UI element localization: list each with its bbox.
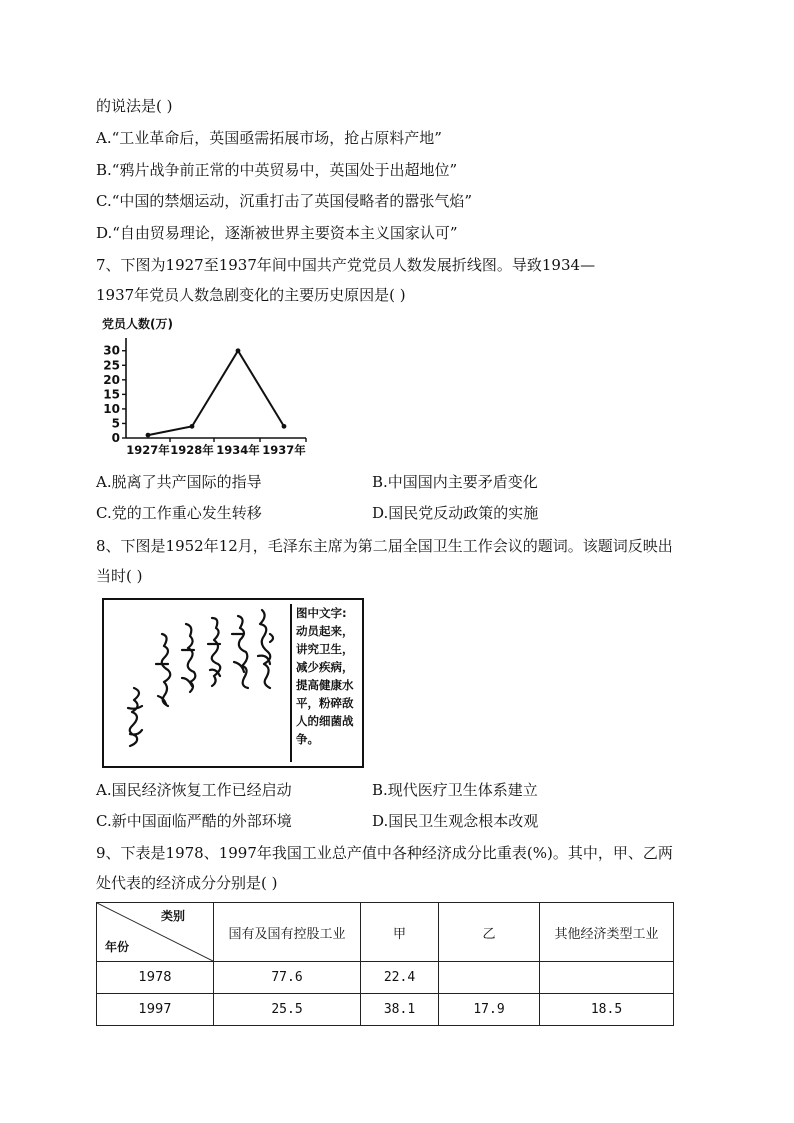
q8-option-c: C.新中国面临严酷的外部环境 xyxy=(96,812,292,830)
table-cell: 77.6 xyxy=(214,962,361,994)
party-membership-line-chart xyxy=(96,312,316,460)
table-cell: 25.5 xyxy=(214,994,361,1026)
table-header-cell: 其他经济类型工业 xyxy=(540,903,674,962)
q7-option-b: B.中国国内主要矛盾变化 xyxy=(372,473,538,491)
calligraphy-figure xyxy=(102,598,364,768)
caption-title: 图中文字: xyxy=(296,606,347,620)
table-cell: 22.4 xyxy=(361,962,439,994)
q7-option-c: C.党的工作重心发生转移 xyxy=(96,504,262,522)
table-cell: 38.1 xyxy=(361,994,439,1026)
q8-stem-line1: 8、下图是1952年12月，毛泽东主席为第二届全国卫生工作会议的题词。该题词反映出 xyxy=(96,537,673,555)
q6-option-a: A.“工业革命后，英国亟需拓展市场，抢占原料产地” xyxy=(96,129,442,147)
q8-stem-line2: 当时( ) xyxy=(96,567,143,585)
data-point xyxy=(236,348,241,353)
calligraphy-caption xyxy=(290,604,360,762)
q8-option-d: D.国民卫生观念根本改观 xyxy=(372,812,539,830)
table-year-cell: 1978 xyxy=(97,962,214,994)
table-row xyxy=(97,994,674,1026)
membership-series-line xyxy=(148,351,284,435)
table-header-row xyxy=(97,903,674,962)
x-tick-label: 1927年 xyxy=(126,443,170,457)
data-point xyxy=(282,424,287,429)
q7-option-a: A.脱离了共产国际的指导 xyxy=(96,473,262,491)
q6-stem-tail: 的说法是( ) xyxy=(96,97,173,115)
y-tick-label: 25 xyxy=(103,358,120,373)
q7-option-d: D.国民党反动政策的实施 xyxy=(372,504,539,522)
x-tick-label: 1928年 xyxy=(170,443,214,457)
calligraphy-inscription-image xyxy=(112,604,288,762)
q6-option-d: D.“自由贸易理论，逐渐被世界主要资本主义国家认可” xyxy=(96,224,458,242)
table-row xyxy=(97,962,674,994)
table-corner-cell xyxy=(97,903,214,962)
chart-title: 党员人数(万) xyxy=(102,317,173,331)
y-tick-label: 5 xyxy=(111,416,120,431)
q8-option-a: A.国民经济恢复工作已经启动 xyxy=(96,781,292,799)
q7-stem-line1: 7、下图为1927至1937年间中国共产党党员人数发展折线图。导致1934— xyxy=(96,256,596,274)
corner-label-category: 类别 xyxy=(160,909,185,923)
corner-label-year: 年份 xyxy=(105,940,130,954)
data-point xyxy=(146,433,151,438)
table-cell: 17.9 xyxy=(439,994,540,1026)
table-cell xyxy=(540,962,674,994)
table-year-cell: 1997 xyxy=(97,994,214,1026)
q6-option-c: C.“中国的禁烟运动，沉重打击了英国侵略者的嚣张气焰” xyxy=(96,192,473,210)
q9-stem-line1: 9、下表是1978、1997年我国工业总产值中各种经济成分比重表(%)。其中，甲、乙两 xyxy=(96,844,673,862)
table-cell: 18.5 xyxy=(540,994,674,1026)
y-tick-label: 30 xyxy=(103,343,120,358)
y-tick-label: 0 xyxy=(111,431,120,445)
x-tick-label: 1937年 xyxy=(262,443,306,457)
table-cell xyxy=(439,962,540,994)
caption-body: 动员起来，讲究卫生，减少疾病，提高健康水平，粉碎敌人的细菌战争。 xyxy=(296,624,354,746)
x-tick-label: 1934年 xyxy=(216,443,260,457)
table-header-cell: 甲 xyxy=(361,903,439,962)
y-tick-label: 15 xyxy=(103,387,120,402)
industry-share-table xyxy=(96,902,674,1026)
q6-option-b: B.“鸦片战争前正常的中英贸易中，英国处于出超地位” xyxy=(96,161,458,179)
table-header-cell: 国有及国有控股工业 xyxy=(214,903,361,962)
y-tick-label: 20 xyxy=(103,372,120,387)
table-header-cell: 乙 xyxy=(439,903,540,962)
data-point xyxy=(190,424,195,429)
q7-stem-line2: 1937年党员人数急剧变化的主要历史原因是( ) xyxy=(96,286,406,304)
q8-option-b: B.现代医疗卫生体系建立 xyxy=(372,781,538,799)
q9-stem-line2: 处代表的经济成分分别是( ) xyxy=(96,874,278,892)
y-tick-label: 10 xyxy=(103,401,120,416)
